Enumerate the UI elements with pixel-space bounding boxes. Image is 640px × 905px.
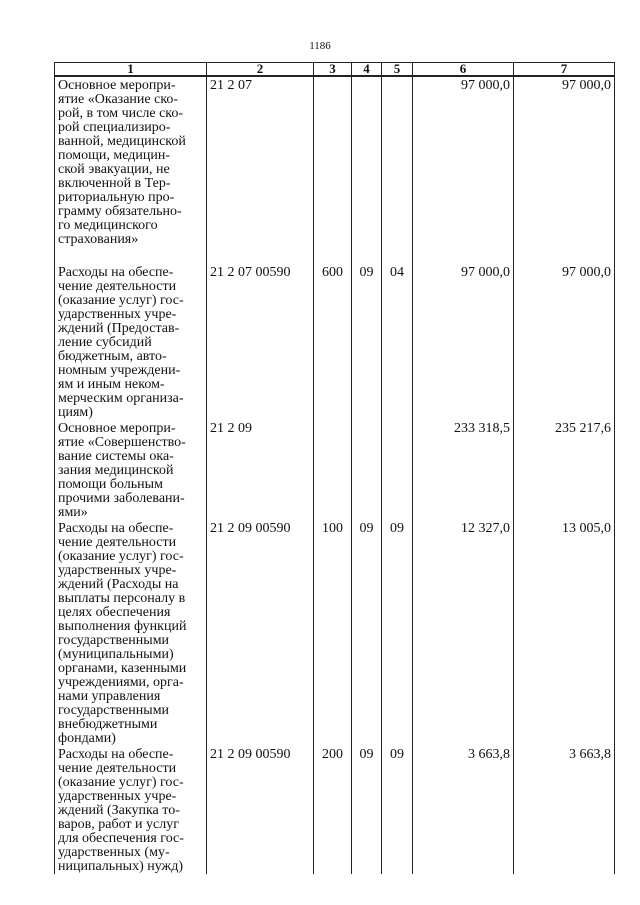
row-description: Расходы на обеспе- чение деятельности (оказание услуг) гос- ударственных учре- ждений (Расходы на выплаты персоналу в целях обеспечения выполнения функций государственными (муниципальными) органами, казенными учреждениями, орга- нами управления государственными внебюджетными фондами) xyxy=(55,520,207,746)
row-amount-col7: 97 000,0 xyxy=(514,264,615,420)
table-row xyxy=(55,76,615,264)
column-header: 7 xyxy=(514,63,615,77)
row-col3 xyxy=(314,420,352,520)
row-col3: 200 xyxy=(314,746,352,874)
column-header: 5 xyxy=(382,63,413,77)
row-code: 21 2 09 00590 xyxy=(207,520,314,746)
row-amount-col7: 13 005,0 xyxy=(514,520,615,746)
row-amount-col6: 12 327,0 xyxy=(413,520,514,746)
row-col5: 04 xyxy=(382,264,413,420)
row-code: 21 2 09 00590 xyxy=(207,746,314,874)
row-amount-col6: 97 000,0 xyxy=(413,264,514,420)
row-col4 xyxy=(352,76,382,264)
table-row xyxy=(55,264,615,420)
row-code: 21 2 09 xyxy=(207,420,314,520)
row-amount-col7: 3 663,8 xyxy=(514,746,615,874)
row-amount-col6: 233 318,5 xyxy=(413,420,514,520)
table-row xyxy=(55,420,615,520)
row-col4: 09 xyxy=(352,746,382,874)
row-code: 21 2 07 xyxy=(207,76,314,264)
row-description: Основное меропри- ятие «Совершенство- вание системы ока- зания медицинской помощи больным прочими заболевани- ями» xyxy=(55,420,207,520)
row-amount-col6: 3 663,8 xyxy=(413,746,514,874)
page-number: 1186 xyxy=(309,40,331,52)
column-header: 4 xyxy=(352,63,382,77)
table-header-row xyxy=(55,63,615,77)
row-description: Расходы на обеспе- чение деятельности (оказание услуг) гос- ударственных учре- ждений (Предостав- ление субсидий бюджетным, авто- номным учреждени- ям и иным неком- мерческим организа- циям) xyxy=(55,264,207,420)
row-col5 xyxy=(382,76,413,264)
column-header: 6 xyxy=(413,63,514,77)
row-col3: 100 xyxy=(314,520,352,746)
row-col5: 09 xyxy=(382,520,413,746)
row-description: Расходы на обеспе- чение деятельности (оказание услуг) гос- ударственных учре- ждений (Закупка то- варов, работ и услуг для обеспечения гос- ударственных (му- ниципальных) нужд) xyxy=(55,746,207,874)
row-amount-col7: 235 217,6 xyxy=(514,420,615,520)
table-row xyxy=(55,520,615,746)
row-amount-col7: 97 000,0 xyxy=(514,76,615,264)
row-col4 xyxy=(352,420,382,520)
column-header: 3 xyxy=(314,63,352,77)
row-col4: 09 xyxy=(352,264,382,420)
row-col3: 600 xyxy=(314,264,352,420)
row-col3 xyxy=(314,76,352,264)
row-amount-col6: 97 000,0 xyxy=(413,76,514,264)
row-code: 21 2 07 00590 xyxy=(207,264,314,420)
row-col5: 09 xyxy=(382,746,413,874)
budget-table xyxy=(54,62,615,874)
column-header: 1 xyxy=(55,63,207,77)
table-row xyxy=(55,746,615,874)
row-col4: 09 xyxy=(352,520,382,746)
row-col5 xyxy=(382,420,413,520)
row-description: Основное меропри- ятие «Оказание ско- рой, в том числе ско- рой специализиро- ванной, медицинской помощи, медицин- ской эвакуации, не включенной в Тер- риториальную про- грамму обязательно- го медицинского страхования» xyxy=(55,76,207,264)
column-header: 2 xyxy=(207,63,314,77)
